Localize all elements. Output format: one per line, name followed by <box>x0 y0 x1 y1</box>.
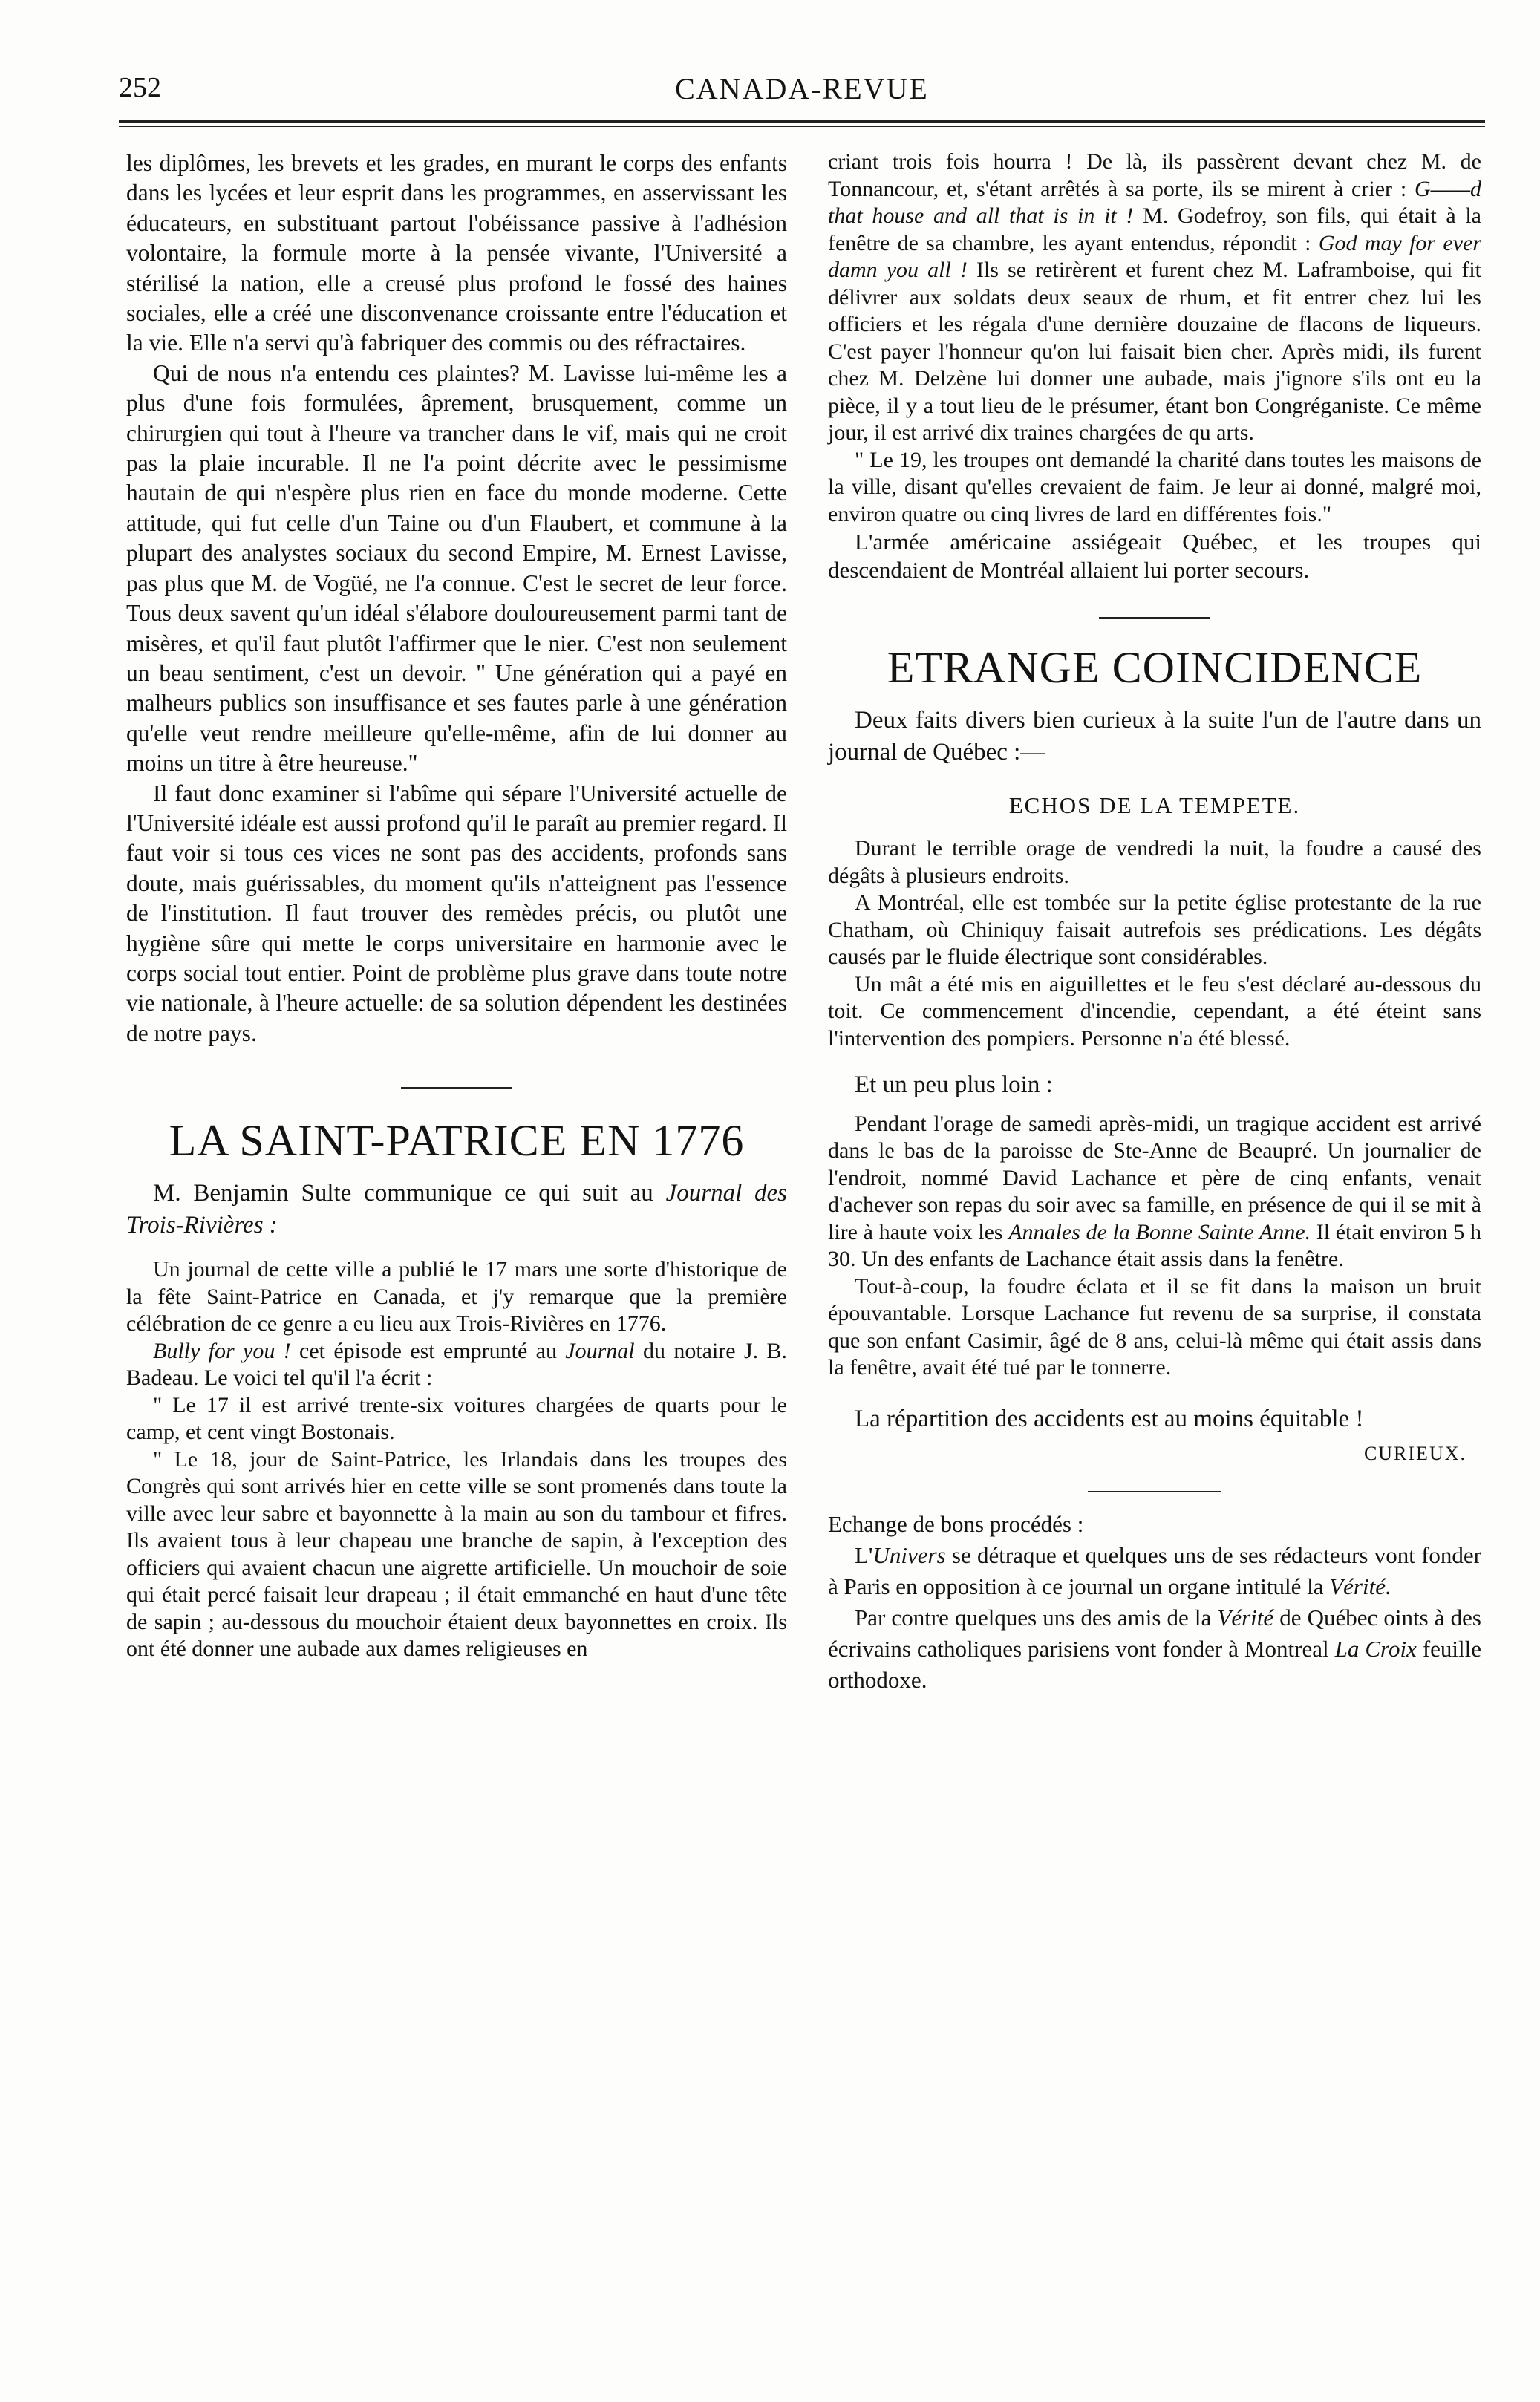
paragraph <box>126 1338 787 1392</box>
paragraph: " Le 19, les troupes ont demandé la charité dans toutes les maisons de la ville, disant qu'elles crevaient de faim. Je leur ai donné, malgré moi, environ quatre ou cinq livres de lard en différentes fois." <box>828 447 1481 526</box>
italic-text: Univers <box>872 1542 946 1569</box>
section-divider <box>401 1087 512 1089</box>
news-item <box>828 835 1481 1052</box>
running-title: CANADA-REVUE <box>675 72 929 105</box>
text: cet épisode est emprunté au <box>290 1338 566 1363</box>
left-column <box>126 149 787 1663</box>
header-rule <box>119 120 1485 123</box>
page-number: 252 <box>119 72 161 103</box>
section-heading: ETRANGE COINCIDENCE <box>887 643 1423 692</box>
text: de Québec oints à des écrivains catholiques parisiens vont fonder à Montreal <box>828 1605 1481 1662</box>
paragraph: La répartition des accidents est au moins équitable ! <box>855 1405 1364 1432</box>
paragraph: Echange de bons procédés : <box>828 1511 1084 1538</box>
paragraph: Un mât a été mis en aiguillettes et le feu s'est déclaré au-dessous du toit. Ce commencement d'incendie, cependant, a été éteint sans l'intervention des pompiers. Personne n'a été blessé. <box>828 971 1481 1051</box>
italic-text: Bully for you ! <box>153 1338 291 1363</box>
right-column <box>828 149 1481 1696</box>
quoted-article <box>126 1256 787 1663</box>
italic-text: G——d that house and all that is in it ! <box>828 176 1481 228</box>
paragraph: " Le 17 il est arrivé trente-six voitures chargées de quarts pour le camp, et cent vingt Bostonais. <box>126 1392 787 1445</box>
section-divider <box>1099 617 1210 619</box>
quoted-article-continued <box>828 149 1481 528</box>
italic-text: La Croix <box>1334 1636 1417 1662</box>
journal-title: Journal des Trois-Rivières : <box>126 1180 788 1239</box>
text: Par contre quelques uns des amis de la <box>855 1605 1218 1631</box>
text: L' <box>855 1542 873 1569</box>
italic-text: Journal <box>565 1338 635 1363</box>
paragraph: Un journal de cette ville a publié le 17 mars une sorte d'historique de la fête Saint-Patrice en Canada, et j'y remarque que la première célébration de ce genre a eu lieu aux Trois-Rivières en 1776. <box>126 1257 787 1337</box>
text: criant trois fois hourra ! De là, ils passèrent devant chez M. de Tonnancour, et, s'étant arrêtés à sa porte, ils se mirent à crier : <box>828 149 1481 201</box>
section-divider <box>1088 1491 1221 1492</box>
italic-text: Vérité. <box>1329 1573 1391 1600</box>
section-intro: Deux faits divers bien curieux à la suite l'un de l'autre dans un journal de Québec :— <box>828 707 1481 766</box>
text: se détraque et quelques uns de ses rédacteurs vont fonder à Paris en opposition à ce journal un organe intitulé la <box>828 1542 1481 1600</box>
paragraph: A Montréal, elle est tombée sur la petite église protestante de la rue Chatham, où Chiniquy faisait autrefois ses prédications. Les dégâts causés par le fluide électrique sont considérables. <box>828 890 1481 970</box>
text: feuille orthodoxe. <box>828 1636 1481 1694</box>
page-header <box>119 71 1485 116</box>
section-heading: LA SAINT-PATRICE EN 1776 <box>169 1116 745 1166</box>
paragraph: L'armée américaine assiégeait Québec, et les troupes qui descendaient de Montréal allaient lui porter secours. <box>828 529 1481 583</box>
italic-text: Annales de la Bonne Sainte Anne. <box>1008 1219 1311 1244</box>
signature: CURIEUX. <box>1363 1442 1466 1464</box>
paragraph: les diplômes, les brevets et les grades, en murant le corps des enfants dans les lycées et leur esprit dans les programmes, en asservissant les éducateurs, en substituant partout l'obéissance passive à l'adhésion volontaire, la formule morte à la pensée vivante, l'Université a stérilisé la nation, elle a creusé plus profond le fossé des haines sociales, elle a créé une disconvenance croissante entre l'éducation et la vie. Elle n'a servi qu'à fabriquer des commis ou des réfractaires. <box>126 150 787 356</box>
paragraph: Tout-à-coup, la foudre éclata et il se fit dans la maison un bruit épouvantable. Lorsque Lachance fut revenu de sa surprise, il constata que son enfant Casimir, âgé de 8 ans, celui-là même qui était assis dans la fenêtre, avait été tué par le tonnerre. <box>828 1273 1481 1380</box>
paragraph <box>828 1111 1481 1273</box>
paragraph <box>828 1540 1481 1602</box>
italic-text: God may for ever damn you all ! <box>828 230 1481 282</box>
paragraph <box>828 149 1481 447</box>
paragraph <box>828 1602 1481 1696</box>
section-intro <box>126 1178 787 1241</box>
text: Ils se retirèrent et furent chez M. Laframboise, qui fit délivrer aux soldats deux seaux de rhum, et fit entrer chez lui les officiers et les régala d'une dernière douzaine de flacons de liqueurs. C'est payer l'honneur qu'on lui faisait bien cher. Après midi, ils furent chez M. Delzène lui donner une aubade, mais j'ignore s'ils ont eu la pièce, il y a tout lieu de le présumer, étant bon Congréganiste. Ce même jour, il est arrivé dix traines chargées de qu arts. <box>828 258 1482 445</box>
header-rule-thin <box>119 126 1485 127</box>
sub-heading: ECHOS DE LA TEMPETE. <box>1008 792 1301 818</box>
news-item <box>828 1111 1481 1382</box>
text: Il était environ 5 h 30. Un des enfants de Lachance était assis dans la fenêtre. <box>828 1219 1481 1272</box>
paragraph: Il faut donc examiner si l'abîme qui sépare l'Université actuelle de l'Université idéale est aussi profond qu'il le paraît au premier regard. Il faut voir si tous ces vices ne sont pas des accidents, profonds sans doute, mais guérissables, du moment qu'ils n'atteignent pas l'essence de l'institution. Il faut trouver des remèdes précis, ou plutôt une hygiène sûre qui mette le corps universitaire en harmonie avec le corps social tout entier. Point de problème plus grave dans toute notre vie nationale, à l'heure actuelle: de sa solution dépendent les destinées de notre pays. <box>126 780 787 1046</box>
news-item <box>828 1540 1481 1696</box>
paragraph: Et un peu plus loin : <box>855 1071 1053 1099</box>
italic-text: Vérité <box>1217 1605 1274 1631</box>
text: Pendant l'orage de samedi après-midi, un tragique accident est arrivé dans le bas de la paroisse de Ste-Anne de Beaupré. Un journalier de l'endroit, nommé David Lachance et père de cinq enfants, venait d'achever son repas du soir avec sa famille, en présence de qui il se mit à lire à haute voix les <box>828 1111 1481 1244</box>
paragraph: Qui de nous n'a entendu ces plaintes? M. Lavisse lui-même les a plus d'une fois formulées, âprement, brusquement, comme un chirurgien qui tout à l'heure va trancher dans le vif, mais qui ne croit pas la plaie incurable. Il ne l'a point décrite avec le pessimisme hautain de qui n'espère plus rien en face du monde moderne. Cette attitude, qui fut celle d'un Taine ou d'un Flaubert, et commune à la plupart des analystes sociaux du second Empire, M. Ernest Lavisse, pas plus que M. de Vogüé, ne l'a connue. C'est le secret de leur force. Tous deux savent qu'un idéal s'élabore douloureusement parmi tant de misères, et qu'il faut plutôt l'affirmer que le nier. C'est non seulement un beau sentiment, c'est un devoir. " Une génération qui a payé en malheurs publics son insuffisance et ses fautes parle à une génération qu'elle veut rendre meilleure qu'elle-même, afin de lui donner au moins un titre à être heureuse." <box>126 359 787 777</box>
paragraph: Durant le terrible orage de vendredi la nuit, la foudre a causé des dégâts à plusieurs endroits. <box>828 836 1481 888</box>
paragraph: " Le 18, jour de Saint-Patrice, les Irlandais dans les troupes des Congrès qui sont arrivés hier en cette ville se sont promenés dans toute la ville avec leur sabre et bayonnette à la main au son du tambour et fifres. Ils avaient tous à leur chapeau une branche de sapin, à l'exception des officiers qui avaient chacun une aigrette artificielle. Un mouchoir de soie qui était percé faisait leur drapeau ; il était emmanché en haut d'une tête de sapin ; au-dessous du mouchoir étaient deux bayonnettes en croix. Ils ont été donner une aubade aux dames religieuses en <box>126 1446 787 1662</box>
text: du notaire J. B. Badeau. Le voici tel qu'il l'a écrit : <box>126 1338 787 1391</box>
intro-text: M. Benjamin Sulte communique ce qui suit au <box>153 1180 666 1207</box>
text: M. Godefroy, son fils, qui était à la fenêtre de sa chambre, les ayant entendus, répondit : <box>828 203 1481 255</box>
